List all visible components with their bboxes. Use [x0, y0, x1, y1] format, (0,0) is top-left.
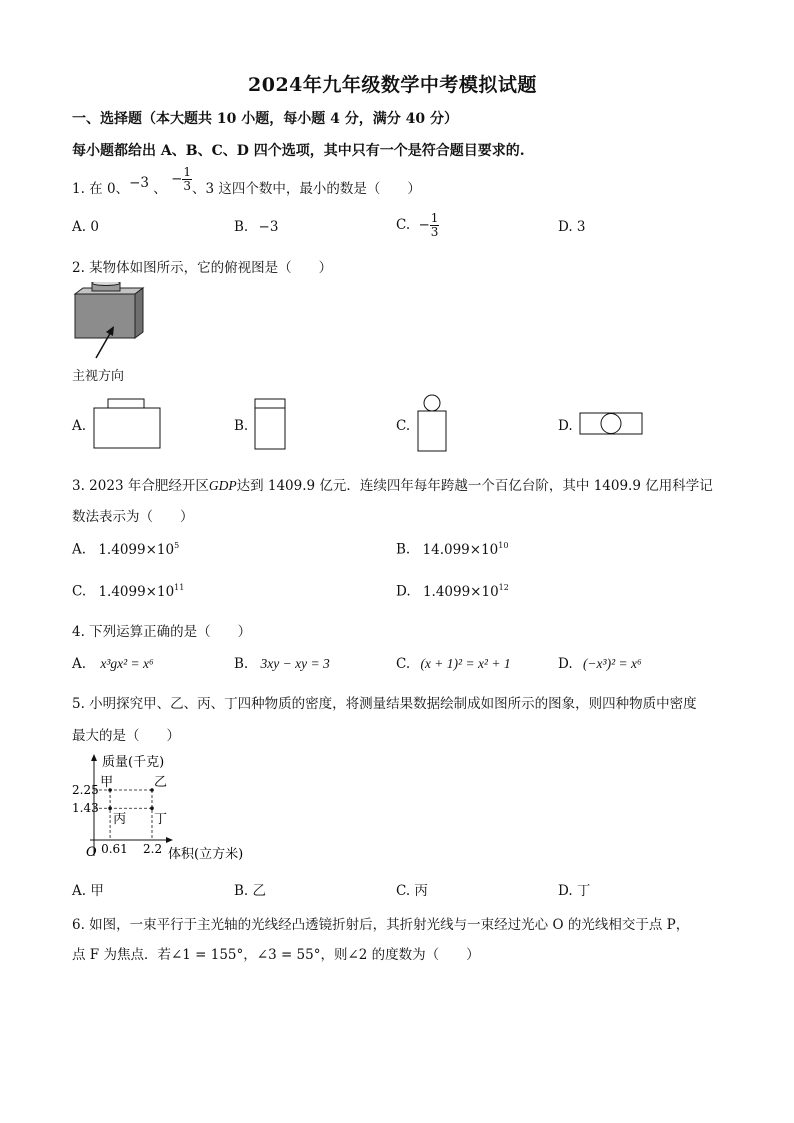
q5-density-chart: [70, 752, 270, 864]
q1-option-c-fraction: [430, 212, 440, 239]
q3-option-b-label: B.: [396, 541, 411, 558]
q2-option-d-figure: [578, 411, 644, 437]
q4-option-d[interactable]: [558, 656, 642, 672]
q3-option-c[interactable]: [72, 583, 184, 600]
q1-option-c-den: 3: [430, 225, 439, 239]
q1-sep: 、: [148, 181, 167, 197]
q3-option-c-base: 1.4099×10: [98, 583, 175, 600]
q2-option-a-figure: [92, 398, 164, 452]
q3-option-d-exp: 12: [498, 583, 509, 592]
point-label-0: 甲: [100, 775, 114, 790]
q4-option-a[interactable]: [72, 656, 154, 672]
q1-frac-num: 1: [183, 165, 192, 179]
q2-object-figure: [70, 282, 150, 364]
q3-option-a-base: 1.4099×10: [98, 541, 175, 558]
question-1: [72, 165, 421, 203]
q3-option-d-label: D.: [396, 583, 411, 600]
q1-option-c-neg: −: [418, 217, 430, 233]
question-6: 6. 如图，一束平行于主光轴的光线经凸透镜折射后，其折射光线与一束经过光心 O 的光线相交于点 P，: [72, 917, 690, 933]
q4-option-d-expr: (−x³)² = x⁶: [582, 656, 642, 671]
q1-n1: −3: [129, 175, 149, 191]
q4-option-d-label: D.: [558, 656, 573, 672]
q3-option-d[interactable]: [396, 583, 509, 600]
q1-fraction: [182, 166, 192, 193]
q2-option-b-figure: [252, 398, 288, 452]
question-4: 4. 下列运算正确的是（ ）: [72, 624, 252, 640]
section-note: 每小题都给出 A、B、C、D 四个选项，其中只有一个是符合题目要求的.: [72, 143, 525, 159]
q3-option-a-label: A.: [72, 541, 87, 558]
chart-marks: [72, 775, 167, 856]
q5-option-c[interactable]: C. 丙: [396, 883, 428, 899]
q4-option-c-label: C.: [396, 656, 411, 672]
q2-caption: 主视方向: [72, 369, 125, 384]
point-label-2: 丙: [113, 812, 127, 828]
object-cylinder-top: [92, 282, 120, 286]
q6-line2: 点 F 为焦点．若∠1 = 155°，∠3 = 55°，则∠2 的度数为（ ）: [72, 947, 480, 963]
section-heading: 一、选择题（本大题共 10 小题，每小题 4 分，满分 40 分）: [72, 111, 458, 127]
q1-option-d[interactable]: D. 3: [558, 219, 586, 235]
q1-pre: 1. 在 0、: [72, 181, 130, 197]
y-tick-label-1: 1.43: [72, 801, 99, 816]
q1-option-c-label: C.: [396, 217, 411, 233]
q3-option-a[interactable]: [72, 541, 179, 558]
option-b-rect: [255, 399, 285, 449]
q3-option-b[interactable]: [396, 541, 508, 558]
q1-option-b[interactable]: [234, 219, 278, 235]
y-axis-label: 质量(千克): [102, 755, 165, 770]
point-label-3: 丁: [154, 812, 168, 828]
q5-stem-line2: 最大的是（ ）: [72, 728, 180, 744]
option-a-small-rect: [108, 399, 144, 408]
q4-option-b-expr: 3xy − xy = 3: [260, 656, 330, 671]
q2-option-a[interactable]: A.: [72, 418, 87, 434]
q3-option-c-exp: 11: [174, 583, 185, 592]
q2-option-c[interactable]: C.: [396, 418, 411, 434]
point-label-1: 乙: [154, 775, 168, 790]
question-3: [72, 474, 713, 494]
y-tick-label-0: 2.25: [72, 783, 99, 797]
q1-option-c[interactable]: [396, 212, 439, 239]
option-d-circle: [601, 414, 621, 434]
object-box-side: [135, 288, 143, 338]
q4-option-b-label: B.: [234, 656, 249, 672]
q3-option-b-base: 14.099×10: [422, 541, 499, 558]
data-point-3: [150, 806, 154, 810]
x-tick-label-1: 2.2: [143, 842, 163, 856]
option-c-circle: [424, 395, 440, 411]
data-point-2: [108, 806, 112, 810]
q1-frac-den: 3: [183, 179, 192, 193]
option-c-rect: [418, 411, 446, 451]
q3-stem-post: 达到 1409.9 亿元．连续四年每年跨越一个百亿台阶，其中 1409.9 亿用科学记: [236, 478, 713, 494]
x-tick-label-0: 0.61: [101, 842, 128, 856]
q1-option-b-value: −3: [258, 219, 279, 235]
q1-option-b-label: B.: [234, 219, 249, 235]
question-5: 5. 小明探究甲、乙、丙、丁四种物质的密度，将测量结果数据绘制成如图所示的图象，则四种物质中密度: [72, 696, 697, 712]
q3-option-d-base: 1.4099×10: [422, 583, 499, 600]
q5-option-b[interactable]: B. 乙: [234, 883, 267, 899]
q2-option-c-figure: [414, 393, 450, 455]
object-box-front: [75, 294, 135, 338]
q1-option-a[interactable]: A. 0: [72, 219, 99, 235]
q3-gdp: GDP: [208, 478, 237, 493]
q1-neg: −: [171, 171, 183, 187]
q2-option-d[interactable]: D.: [558, 418, 573, 434]
q1-post: 、3 这四个数中，最小的数是（ ）: [192, 181, 421, 197]
x-axis-arrow: [166, 837, 173, 843]
q3-option-b-exp: 10: [498, 541, 509, 550]
q3-option-a-exp: 5: [174, 541, 180, 550]
q3-option-c-label: C.: [72, 583, 87, 600]
q5-option-a[interactable]: A. 甲: [72, 883, 104, 899]
option-d-rect: [580, 413, 642, 434]
q4-option-a-expr: x³gx² = x⁶: [100, 656, 154, 671]
x-axis-label: 体积(立方米): [168, 847, 244, 862]
q4-option-b[interactable]: [234, 656, 330, 672]
q4-option-c[interactable]: [396, 656, 511, 672]
q4-option-c-expr: (x + 1)² = x² + 1: [420, 656, 511, 671]
page-title: 2024年九年级数学中考模拟试题: [248, 74, 537, 96]
y-axis-arrow: [91, 754, 97, 761]
q3-stem-pre: 3. 2023 年合肥经开区: [72, 478, 209, 494]
q5-option-d[interactable]: D. 丁: [558, 883, 591, 899]
q3-stem-line2: 数法表示为（ ）: [72, 509, 194, 525]
option-a-large-rect: [94, 408, 160, 448]
q1-option-c-num: 1: [430, 211, 439, 225]
origin-label: O: [86, 845, 97, 860]
q2-option-b[interactable]: B.: [234, 418, 249, 434]
question-2: 2. 某物体如图所示，它的俯视图是（ ）: [72, 260, 333, 276]
q4-option-a-label: A.: [72, 656, 87, 672]
